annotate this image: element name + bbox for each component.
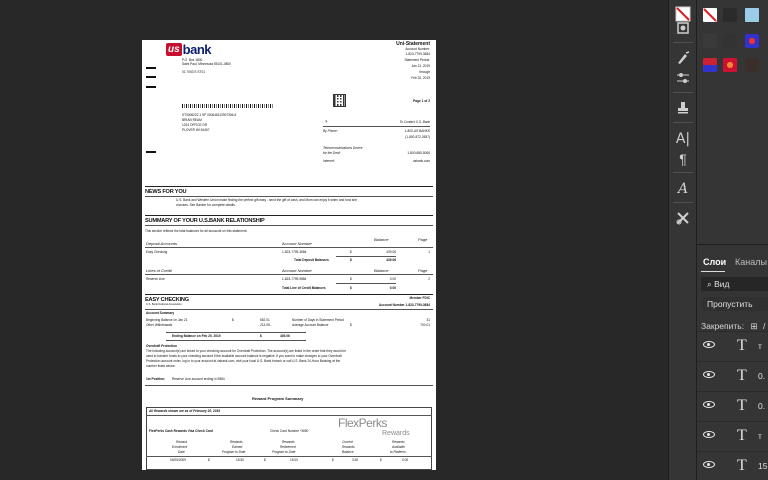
dollar-sign: $ <box>350 323 352 327</box>
phone2: (1-800-872-2657) <box>405 135 430 139</box>
document-canvas[interactable] <box>142 40 436 470</box>
layer-row[interactable] <box>697 421 768 451</box>
section-rule <box>145 385 433 386</box>
phone1: 1-800-US BANKS <box>404 129 430 133</box>
news-title: NEWS FOR YOU <box>145 189 187 195</box>
address-line4: PLOVER WI 54467 <box>182 128 210 132</box>
ec-balance: 439.06 <box>386 250 396 254</box>
layer-filter-label: Вид <box>714 279 730 289</box>
rl-page: 2 <box>428 277 430 281</box>
days-value: 31 <box>426 318 430 322</box>
eye-icon[interactable] <box>703 431 715 438</box>
dollar-sign: $ <box>350 286 352 290</box>
table-rule <box>145 247 433 248</box>
eye-icon[interactable] <box>703 461 715 468</box>
registration-mark <box>146 67 156 69</box>
statement-period-label: Statement Period: <box>404 58 430 62</box>
lock-pixels-icon[interactable]: ⊞ <box>750 321 758 331</box>
layer-name: 15 <box>758 461 768 471</box>
dollar-sign: $ <box>380 458 382 462</box>
registration-mark <box>146 151 156 153</box>
col-earned-3: Program to Date <box>222 450 246 454</box>
sliders-icon[interactable] <box>674 70 692 88</box>
dollar-sign: $ <box>350 258 352 262</box>
layer-filter[interactable] <box>701 277 768 291</box>
row-current: 3.50 <box>352 458 359 462</box>
total-deposit: 439.06 <box>386 258 396 262</box>
contact-icon: ? <box>325 119 328 124</box>
total-credit: 0.00 <box>389 286 396 290</box>
account-number-col: Account Number <box>282 241 312 246</box>
sender-line2: Saint Paul, Minnesota 55101-0800 <box>182 62 231 66</box>
col-redeemed-3: Program to Date <box>272 450 296 454</box>
od-line1: The following account(s) are linked to your checking account for Overdraft Protection. The account(s) are listed in the order that they would be <box>146 349 346 353</box>
text-layer-icon: T <box>737 457 747 474</box>
rl-balance: 0.00 <box>389 277 396 281</box>
blend-mode-select[interactable] <box>701 297 768 311</box>
qr-code <box>333 94 346 107</box>
member-fdic: Member FDIC <box>409 296 430 300</box>
other-withdrawals: 213.05- <box>260 323 271 327</box>
summary-title: SUMMARY OF YOUR U.S.BANK RELATIONSHIP <box>145 218 265 224</box>
layer-row[interactable] <box>697 331 768 361</box>
tab-layers[interactable]: Слои <box>703 257 727 267</box>
deposit-accounts-header: Deposit Accounts <box>146 241 177 246</box>
section-rule <box>145 215 433 216</box>
row-earned: 18.50 <box>236 458 244 462</box>
text-layer-icon: T <box>737 367 747 384</box>
divider <box>323 126 430 127</box>
internet-value: usbank.com <box>412 159 430 163</box>
row-redeemed: 15.00 <box>290 458 298 462</box>
section-rule <box>145 186 433 187</box>
search-icon: ⌕ <box>707 279 715 289</box>
stamp-icon[interactable] <box>674 100 692 118</box>
col-enroll-1: Reward <box>176 440 187 444</box>
ec-page: 1 <box>428 250 430 254</box>
balance-col: Balance <box>374 237 389 242</box>
ending-label: Ending Balance on Feb 20, 2019 <box>172 334 221 338</box>
panel-icon-dock <box>668 0 696 480</box>
beg-balance-label: Beginning Balance on Jan 21 <box>146 318 188 322</box>
col-earned-2: Earned <box>232 445 243 449</box>
sender-line1: P.O. Box 1800 <box>182 58 203 62</box>
tdd-phone: 1-800-685-5065 <box>407 151 430 155</box>
dollar-sign: $ <box>350 277 352 281</box>
swatch-dark[interactable] <box>723 8 737 22</box>
fp-card: FlexPerks Cash Rewards Visa Check Card <box>149 429 213 433</box>
layers-tabbar <box>697 251 768 271</box>
days-label: Number of Days in Statement Period <box>292 318 344 322</box>
postal-barcode <box>182 104 274 108</box>
brush-settings-icon[interactable] <box>674 50 692 68</box>
bank-logo-bank: bank <box>182 42 212 57</box>
lock-position-icon[interactable]: / <box>762 321 766 331</box>
beg-balance: 652.01 <box>260 318 270 322</box>
swatch-none[interactable] <box>703 8 717 22</box>
tab-underline <box>701 271 725 272</box>
avg-balance-label: Average Account Balance <box>292 323 329 327</box>
account-number-col: Account Number <box>282 268 312 273</box>
easy-checking-title: EASY CHECKING <box>145 297 189 303</box>
character-icon[interactable]: A| <box>675 131 691 147</box>
first-position-label: 1st Position: <box>146 377 166 381</box>
swatch-texture[interactable] <box>745 58 759 72</box>
overdraft-title: Overdraft Protection <box>146 344 177 348</box>
reserve-line-row: Reserve Line <box>146 277 165 281</box>
tdd-label2: for the Deaf: <box>323 151 341 155</box>
layer-row[interactable] <box>697 361 768 391</box>
statement-title: Uni-Statement <box>396 41 430 47</box>
first-position: Reserve Line account ending in 9884 <box>172 377 225 381</box>
paragraph-icon[interactable]: ¶ <box>679 151 687 167</box>
col-redeemed-2: Redeemed <box>280 445 296 449</box>
easy-checking-row: Easy Checking <box>146 250 168 254</box>
col-enroll-3: Date <box>178 450 185 454</box>
avg-balance: 700.01 <box>420 323 430 327</box>
rewards-rule <box>146 415 432 416</box>
dollar-sign: $ <box>260 334 262 338</box>
total-deposit-label: Total Deposit Balances <box>294 258 329 262</box>
section-rule <box>145 294 433 295</box>
dollar-sign: $ <box>208 458 210 462</box>
ec-account: 1-823-7799-3684 <box>282 250 307 254</box>
ec-account-line: Account Number 1-823-7799-3684 <box>378 303 430 307</box>
page-of: Page 1 of 2 <box>413 99 430 103</box>
adjust-icon[interactable] <box>674 20 692 38</box>
account-summary-label: Account Summary <box>146 311 175 315</box>
section-rule <box>145 309 433 310</box>
dock-separator <box>673 202 693 203</box>
layer-row[interactable] <box>697 391 768 421</box>
total-rule <box>336 256 396 257</box>
eye-icon[interactable] <box>703 371 715 378</box>
od-line4: number listed above. <box>146 364 176 368</box>
swatch-stripes[interactable] <box>703 58 717 72</box>
balance-col: Balance <box>374 268 389 273</box>
rewards-box <box>146 407 432 470</box>
by-phone-label: By Phone: <box>323 129 338 133</box>
blend-mode-value: Пропустить <box>707 299 753 309</box>
total-rule <box>166 340 306 341</box>
fp-card-number: Check Card Number *3690 <box>270 429 309 433</box>
col-current-2: Rewards <box>342 445 355 449</box>
rl-account: 1-823-7799-9884 <box>282 277 307 281</box>
text-layer-icon: T <box>737 397 747 414</box>
section-rule <box>145 196 433 197</box>
lock-label-text: Закрепить: <box>701 321 745 331</box>
col-available-1: Rewards <box>392 440 405 444</box>
news-line1: U.S. Bank and Western Union make finding the perfect gift easy - send the gift of cash, and Mom can enjoy it when and how she <box>176 198 358 202</box>
total-rule <box>336 283 396 284</box>
swatch-gray[interactable] <box>703 34 717 48</box>
routing-codes: 01 7053 S ST01 <box>182 70 206 74</box>
section-rule <box>145 225 433 226</box>
glyphs-icon[interactable]: A <box>677 181 689 197</box>
page-col: Page <box>418 268 428 273</box>
internet-label: Internet: <box>323 159 335 163</box>
swatch-flowers[interactable] <box>723 58 737 72</box>
dollar-sign: $ <box>350 250 352 254</box>
eye-icon[interactable] <box>703 401 715 408</box>
period-end: Feb 20, 2019 <box>411 76 430 80</box>
rewards-rule <box>146 456 432 457</box>
od-line2: used to transfer funds to your checking account if the available account balance is negative. If you want to make changes to your Overdraft <box>146 354 342 358</box>
period-through: through <box>419 70 430 74</box>
news-line2: chooses. See Banker for complete details. <box>176 203 236 207</box>
row-date: 04/05/2009 <box>170 458 186 462</box>
swatches-panel <box>696 0 768 244</box>
col-current-3: Balance <box>342 450 354 454</box>
lines-of-credit-header: Lines of Credit <box>146 268 172 273</box>
bank-logo <box>166 42 211 57</box>
flexperks-rewards: Rewards <box>382 430 410 437</box>
page-col: Page <box>418 237 428 242</box>
summary-note: This section reflects the total balances for all accounts on this statement. <box>145 229 248 233</box>
total-credit-label: Total Line of Credit Balances <box>282 286 326 290</box>
dollar-sign: $ <box>332 458 334 462</box>
bank-logo-us: us <box>168 44 180 55</box>
col-current-1: Current <box>342 440 353 444</box>
reward-asof: All Rewards shown are as of February 20, 2019 <box>149 409 221 413</box>
account-number-label: Account Number: <box>405 47 430 51</box>
layer-name: 0. <box>758 371 766 381</box>
col-enroll-2: Enrollment <box>172 445 188 449</box>
layer-name: т <box>758 431 762 441</box>
col-available-3: to Redeem <box>390 450 406 454</box>
address-line1: ST0006202 1 SP 000648110907306-5 <box>182 113 237 117</box>
total-rule <box>166 332 306 333</box>
row-available: 0.00 <box>402 458 409 462</box>
dock-separator <box>673 42 693 43</box>
reward-title: Reward Program Summary <box>252 396 304 401</box>
dollar-sign: $ <box>264 458 266 462</box>
layers-panel <box>696 244 768 480</box>
address-line3: 1234 OFFICE DR <box>182 123 208 127</box>
flexperks-logo: FlexPerks <box>338 416 387 430</box>
swatch-pattern[interactable] <box>745 34 759 48</box>
text-layer-icon: T <box>737 337 747 354</box>
other-withdrawals-label: Other Withdrawals <box>146 323 173 327</box>
dollar-sign: $ <box>232 318 234 322</box>
registration-mark <box>146 86 156 88</box>
layer-name: т <box>758 341 762 351</box>
address-line2: BRIAN REAM <box>182 118 202 122</box>
col-available-2: Available <box>392 445 405 449</box>
ending-balance: 439.06 <box>280 334 290 338</box>
contact-title: To Contact U.S. Bank <box>399 120 430 124</box>
col-redeemed-1: Rewards <box>282 440 295 444</box>
account-number-value: 1-823-7799-3684 <box>405 52 430 56</box>
period-start: Jan 21, 2019 <box>411 64 430 68</box>
tdd-label1: Telecommunications Device <box>323 146 363 150</box>
ec-small: U.S. Bank National Association <box>146 303 182 306</box>
od-line3: Protection account order, log in to your account at usbank.com, visit your local U.S. Bank branch or call U.S. Bank 24-Hour Banking at the <box>146 359 341 363</box>
table-rule <box>145 274 433 275</box>
dock-separator <box>673 172 693 173</box>
dock-separator <box>673 122 693 123</box>
text-layer-icon: T <box>737 427 747 444</box>
tab-channels[interactable]: Каналы <box>735 257 767 267</box>
registration-mark <box>146 76 156 78</box>
eye-icon[interactable] <box>703 341 715 348</box>
tools-icon[interactable] <box>674 210 692 228</box>
layer-row[interactable] <box>697 451 768 480</box>
swatch-charcoal[interactable] <box>723 34 737 48</box>
layer-name: 0. <box>758 401 766 411</box>
col-earned-1: Rewards <box>230 440 243 444</box>
dock-separator <box>673 92 693 93</box>
swatch-light-blue[interactable] <box>745 8 759 22</box>
